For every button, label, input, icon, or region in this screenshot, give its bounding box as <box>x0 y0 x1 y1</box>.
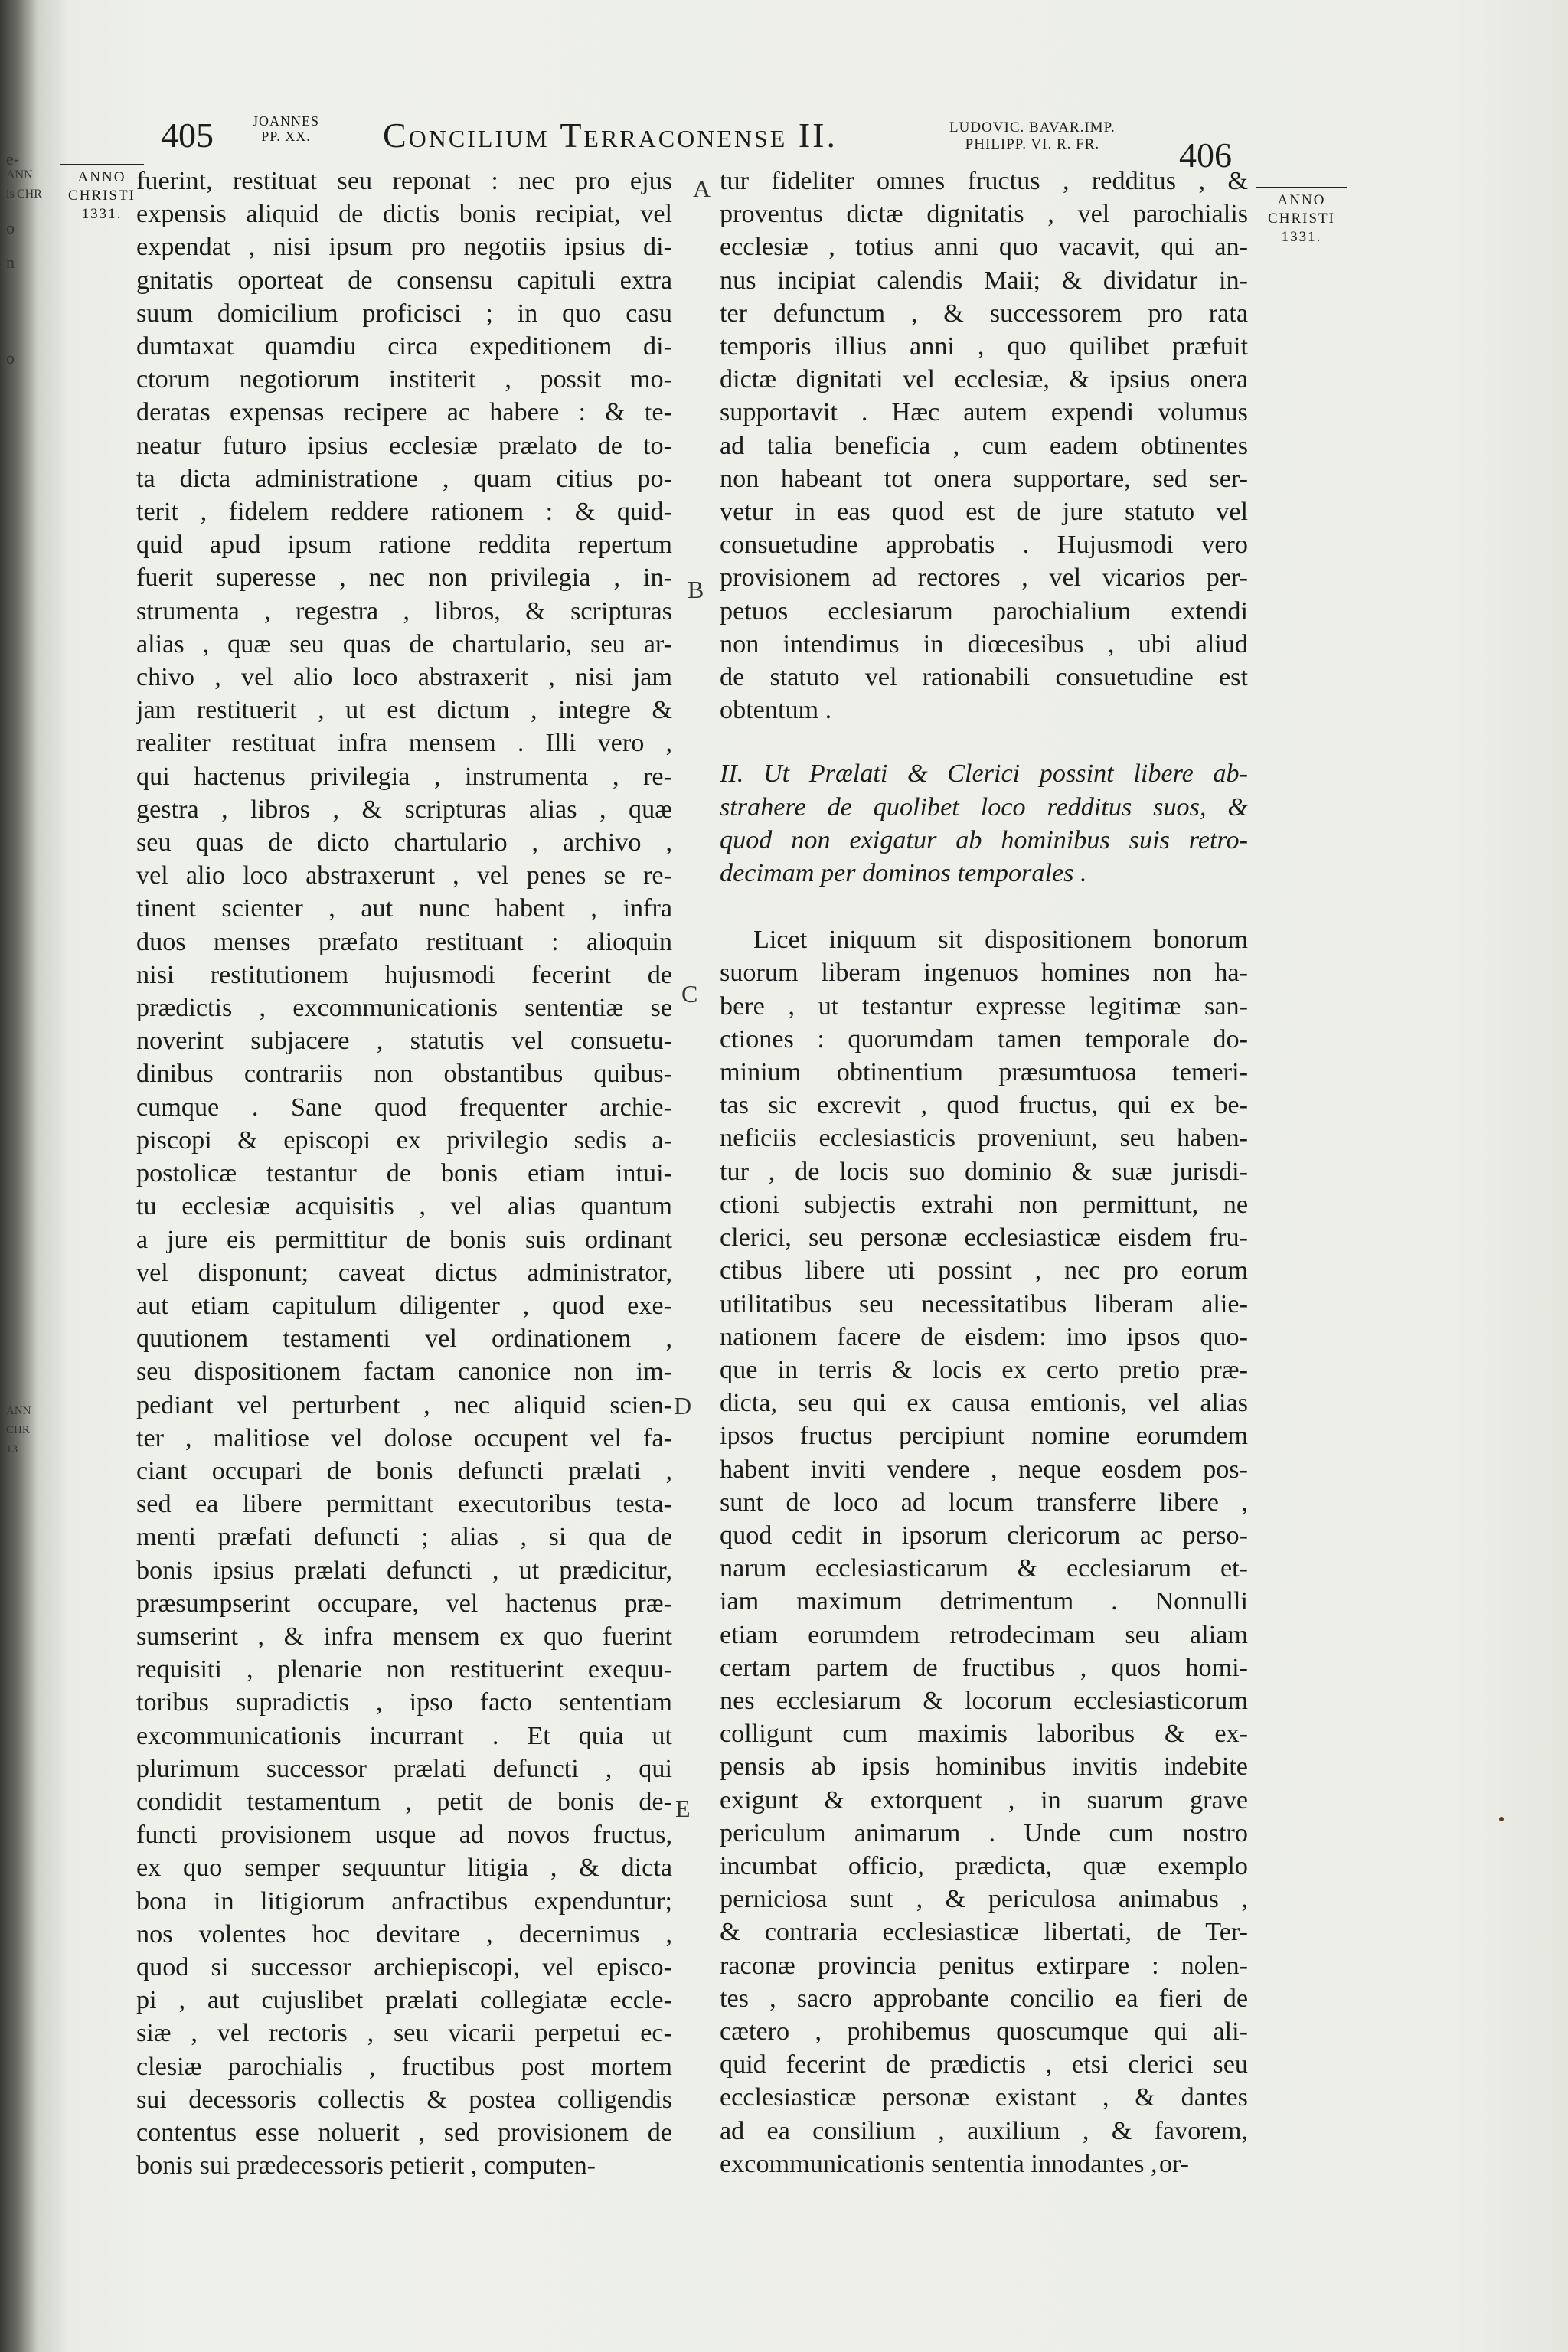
ink-speck <box>1499 1817 1504 1821</box>
text-line: dumtaxat quamdiu circa expeditionem di- <box>136 332 672 361</box>
text-line: expendat , nisi ipsum pro negotiis ipsius di- <box>136 233 672 262</box>
section-letter-d: D <box>674 1392 692 1419</box>
text-line: decimam per dominos temporales . <box>720 859 1087 888</box>
text-line: jam restituerit , ut est dictum , integre & <box>136 696 672 725</box>
text-line: bonis sui prædecessoris petierit , computen- <box>136 2151 596 2180</box>
edge-fragment: ANN <box>6 168 33 181</box>
text-line: bonis ipsius prælati defuncti , ut prædicitur, <box>136 1556 672 1585</box>
text-line: terit , fidelem reddere rationem : & quid- <box>136 498 672 527</box>
text-line: & contraria ecclesiasticæ libertati, de Ter- <box>720 1918 1248 1947</box>
text-line: quutionem testamenti vel ordinationem , <box>136 1325 672 1354</box>
text-line: quod si successor archiepiscopi, vel episco- <box>136 1952 672 1981</box>
margin-anno-label: ANNO <box>1277 192 1326 208</box>
text-line: provisionem ad rectores , vel vicarios per- <box>720 564 1248 593</box>
text-line: condidit testamentum , petit de bonis de- <box>136 1787 672 1816</box>
text-line: supportavit . Hæc autem expendi volumus <box>720 398 1248 427</box>
text-line: Licet iniquum sit dispositionem bonorum <box>753 926 1248 955</box>
edge-fragment: e- <box>6 149 20 168</box>
text-line: noverint subjacere , statutis vel consuetu- <box>136 1027 672 1056</box>
text-line: non habeant tot onera supportare, sed ser- <box>720 464 1248 493</box>
text-line: nes ecclesiarum & locorum ecclesiasticorum <box>720 1686 1248 1715</box>
text-line: tur , de locis suo dominio & suæ jurisdi- <box>720 1157 1248 1186</box>
text-line: strumenta , regestra , libros, & scripturas <box>136 596 672 626</box>
text-line: vetur in eas quod est de jure statuto vel <box>720 498 1248 527</box>
text-line: tas sic excrevit , quod fructus, qui ex be- <box>720 1091 1248 1120</box>
left-page-edge <box>0 0 46 2352</box>
pope-title: PP. XX. <box>261 129 311 144</box>
text-line: clesiæ parochialis , fructibus post mortem <box>136 2052 672 2081</box>
running-head-pope <box>253 113 319 144</box>
text-line: alias , quæ seu quas de chartulario, seu ar- <box>136 629 672 658</box>
pope-name: JOANNES <box>253 113 320 129</box>
text-line: seu quas de dicto chartulario , archivo , <box>136 828 672 858</box>
text-line: præsumpserint occupare, vel hactenus præ- <box>136 1589 672 1618</box>
text-line: realiter restituat infra mensem . Illi vero , <box>136 729 672 758</box>
running-head-rulers <box>949 119 1116 153</box>
text-line: bere , ut testantur expresse legitimæ san- <box>720 991 1248 1021</box>
text-line: excommunicationis sententia innodantes , <box>720 2149 1158 2178</box>
section-letter-e: E <box>675 1795 691 1822</box>
edge-fragment: CHR <box>6 1424 30 1436</box>
text-line: temporis illius anni , quo quilibet præfuit <box>720 332 1248 361</box>
text-line: iam maximum detrimentum . Nonnulli <box>720 1587 1248 1616</box>
text-line: ex quo semper sequuntur litigia , & dicta <box>136 1854 672 1883</box>
text-line: minium obtinentium præsumtuosa temeri- <box>720 1058 1248 1087</box>
text-line: nisi restitutionem hujusmodi fecerint de <box>136 960 672 989</box>
margin-year: 1331. <box>81 206 122 222</box>
text-line: dinibus contrariis non obstantibus quibus- <box>136 1060 672 1089</box>
edge-fragment: ANN <box>6 1405 31 1417</box>
text-line: piscopi & episcopi ex privilegio sedis a- <box>136 1125 672 1155</box>
emperor-name: LUDOVIC. BAVAR.IMP. <box>949 119 1116 136</box>
text-line: ecclesiæ , totius anni quo vacavit, qui an- <box>720 233 1248 262</box>
text-line: contentus esse noluerit , sed provisionem de <box>136 2118 672 2147</box>
text-line: ciant occupari de bonis defuncti prælati , <box>136 1456 672 1485</box>
text-line: excommunicationis incurrant . Et quia ut <box>136 1721 672 1750</box>
text-line: clerici, seu personæ ecclesiasticæ eisdem fru- <box>720 1223 1248 1253</box>
text-line: pensis ab ipsis hominibus invitis indebite <box>720 1753 1248 1782</box>
section-heading <box>720 757 1248 890</box>
text-line: fuerit superesse , nec non privilegia , in- <box>136 564 672 593</box>
text-line: ipsos fructus percipiunt nomine eorumdem <box>720 1422 1248 1451</box>
margin-christi-label: CHRISTI <box>1268 211 1335 227</box>
left-text-column <box>136 165 672 2182</box>
margin-rule <box>1256 187 1348 188</box>
text-line: suum domicilium proficisci ; in quo casu <box>136 299 672 328</box>
decree-text <box>720 923 1248 2180</box>
edge-fragment: 13 <box>6 1443 18 1455</box>
edge-fragment: CHR <box>17 188 42 201</box>
decree-continuation <box>720 165 1248 727</box>
text-line: cætero , prohibemus quoscumque qui ali- <box>720 2017 1248 2046</box>
text-line: exigunt & extorquent , in suarum grave <box>720 1785 1248 1815</box>
text-line: etiam eorumdem retrodecimam seu aliam <box>720 1620 1248 1649</box>
margin-anno-label: ANNO <box>77 169 126 185</box>
margin-christi-label: CHRISTI <box>68 188 136 204</box>
text-line: cumque . Sane quod frequenter archie- <box>136 1093 672 1122</box>
text-line: petuos ecclesiarum parochialium extendi <box>720 596 1248 626</box>
text-line: ecclesiasticæ personæ existant , & dantes <box>720 2083 1248 2112</box>
right-text-column <box>720 165 1248 2180</box>
text-line: toribus supradictis , ipso facto sententiam <box>136 1688 672 1717</box>
edge-fragment: o <box>6 218 15 237</box>
text-line: duos menses præfato restituant : alioquin <box>136 927 672 956</box>
text-line: ad talia beneficia , cum eadem obtinentes <box>720 431 1248 460</box>
text-line: aut etiam capitulum diligenter , quod exe- <box>136 1291 672 1320</box>
margin-year-right <box>1256 187 1348 247</box>
text-line: colligunt cum maximis laboribus & ex- <box>720 1720 1248 1749</box>
text-line: gnitatis oporteat de consensu capituli extra <box>136 266 672 295</box>
text-line: ta dicta administratione , quam citius po- <box>136 464 672 493</box>
text-line: nationem facere de eisdem: imo ipsos quo- <box>720 1322 1248 1351</box>
text-line: sumserint , & infra mensem ex quo fuerint <box>136 1622 672 1651</box>
text-line: sunt de loco ad locum transferre libere , <box>720 1488 1248 1517</box>
text-line: bona in litigiorum anfractibus expenduntur; <box>136 1886 672 1916</box>
text-line: vel alio loco abstraxerunt , vel penes se re- <box>136 861 672 890</box>
text-line: certam partem de fructibus , quos homi- <box>720 1653 1248 1682</box>
edge-fragment: o <box>6 348 15 368</box>
text-line: incumbat officio, prædicta, quæ exemplo <box>720 1851 1248 1880</box>
text-line: tes , sacro approbante concilio ea fieri de <box>720 1984 1248 2013</box>
text-line: perniciosa sunt , & periculosa animabus , <box>720 1885 1248 1914</box>
catchword: or- <box>1159 2150 1189 2178</box>
text-line: neficiis ecclesiasticis proveniunt, seu haben- <box>720 1124 1248 1153</box>
text-line: quid apud ipsum ratione reddita repertum <box>136 531 672 560</box>
text-line: proventus dictæ dignitatis , vel parochialis <box>720 200 1248 229</box>
text-line: nus incipiat calendis Maii; & dividatur in- <box>720 266 1248 295</box>
text-line: tur fideliter omnes fructus , redditus , & <box>720 167 1248 195</box>
text-line: non intendimus in diœcesibus , ubi aliud <box>720 629 1248 658</box>
text-line: functi provisionem usque ad novos fructus, <box>136 1821 672 1850</box>
text-line: a jure eis permittitur de bonis suis ordinant <box>136 1225 672 1254</box>
text-line: pediant vel perturbent , nec aliquid scien- <box>136 1390 672 1419</box>
text-line: ctorum negotiorum institerit , possit mo- <box>136 365 672 394</box>
text-line: neatur futuro ipsius ecclesiæ prælato de to- <box>136 431 672 460</box>
text-line: quod non exigatur ab hominibus suis retro- <box>720 825 1248 854</box>
text-line: consuetudine approbatis . Hujusmodi vero <box>720 531 1248 560</box>
text-line: deratas expensas recipere ac habere : & te- <box>136 398 672 427</box>
text-line: ter defunctum , & successorem pro rata <box>720 299 1248 328</box>
text-line: ter , malitiose vel dolose occupent vel fa- <box>136 1423 672 1452</box>
text-line: utilitatibus seu necessitatibus liberam alie- <box>720 1289 1248 1318</box>
edge-fragment: is <box>6 188 15 201</box>
margin-rule <box>60 164 144 165</box>
text-line: requisiti , plenarie non restituerint exequu- <box>136 1655 672 1684</box>
text-line: strahere de quolibet loco redditus suos, & <box>720 792 1248 822</box>
text-line: sui decessoris collectis & postea colligendis <box>136 2085 672 2114</box>
text-line: habent inviti vendere , neque eosdem pos- <box>720 1455 1248 1484</box>
text-line: II. Ut Prælati & Clerici possint libere ab- <box>720 760 1248 789</box>
king-name: PHILIPP. VI. R. FR. <box>965 136 1100 152</box>
text-line: ad ea consilium , auxilium , & favorem, <box>720 2116 1248 2145</box>
text-line: tinent scienter , aut nunc habent , infra <box>136 894 672 923</box>
section-letter-b: B <box>688 576 704 603</box>
text-line: ctiones : quorumdam tamen temporale do- <box>720 1024 1248 1054</box>
section-letter-c: C <box>681 980 698 1008</box>
text-line: menti præfati defuncti ; alias , si qua de <box>136 1523 672 1552</box>
text-line: prædictis , excommunicationis sententiæ se <box>136 994 672 1023</box>
text-line: gestra , libros , & scripturas alias , quæ <box>136 795 672 824</box>
text-line: expensis aliquid de dictis bonis recipiat, vel <box>136 200 672 229</box>
text-line: de statuto vel rationabili consuetudine est <box>720 663 1248 692</box>
text-line: que in terris & locis ex certo pretio præ- <box>720 1355 1248 1384</box>
text-line: quid fecerint de prædictis , etsi clerici seu <box>720 2050 1248 2079</box>
text-line: raconæ provincia penitus extirpare : nolen- <box>720 1951 1248 1980</box>
text-line: siæ , vel rectoris , seu vicarii perpetui ec- <box>136 2019 672 2048</box>
text-line: ctibus libere uti possint , nec pro eorum <box>720 1256 1248 1285</box>
text-line: quod cedit in ipsorum clericorum ac perso- <box>720 1521 1248 1550</box>
section-letter-a: A <box>693 175 711 202</box>
text-line: sed ea libere permittant executoribus testa- <box>136 1490 672 1519</box>
margin-year-left <box>60 164 144 224</box>
text-line: dicta, seu qui ex causa emtionis, vel alias <box>720 1389 1248 1418</box>
running-head-title: Concilium Terraconense II. <box>383 116 838 155</box>
text-line: narum ecclesiasticarum & ecclesiarum et- <box>720 1554 1248 1583</box>
text-line: dictæ dignitati vel ecclesiæ, & ipsius onera <box>720 365 1248 394</box>
text-line: pi , aut cujuslibet prælati collegiatæ eccle- <box>136 1986 672 2015</box>
edge-fragment: n <box>6 253 15 272</box>
text-line: suorum liberam ingenuos homines non ha- <box>720 959 1248 988</box>
text-line: vel disponunt; caveat dictus administrator, <box>136 1258 672 1287</box>
text-line: plurimum successor prælati defuncti , qui <box>136 1754 672 1783</box>
text-line: chivo , vel alio loco abstraxerit , nisi jam <box>136 663 672 692</box>
text-line: ctioni subjectis extrahi non permittunt, ne <box>720 1190 1248 1219</box>
text-line: qui hactenus privilegia , instrumenta , re- <box>136 762 672 791</box>
margin-year: 1331. <box>1281 229 1322 245</box>
text-line: fuerint, restituat seu reponat : nec pro ejus <box>136 167 672 195</box>
page-number-right: 406 <box>1179 136 1232 175</box>
text-line: seu dispositionem factam canonice non im- <box>136 1357 672 1387</box>
text-line: tu ecclesiæ acquisitis , vel alias quantum <box>136 1192 672 1221</box>
text-line: obtentum . <box>720 696 832 725</box>
text-line: postolicæ testantur de bonis etiam intui- <box>136 1159 672 1188</box>
text-line: periculum animarum . Unde cum nostro <box>720 1818 1248 1847</box>
page-number-left: 405 <box>161 116 214 155</box>
text-line: nos volentes hoc devitare , decernimus , <box>136 1919 672 1949</box>
